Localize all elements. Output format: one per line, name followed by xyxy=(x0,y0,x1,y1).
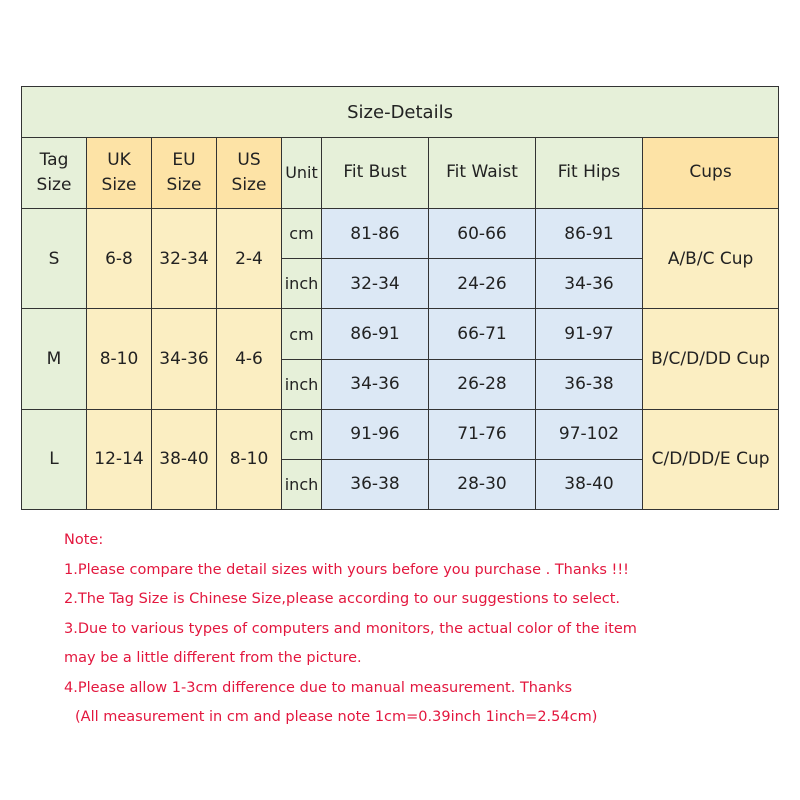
fit-waist-cell: 66-71 xyxy=(429,309,536,359)
fit-waist-cell: 60-66 xyxy=(429,209,536,259)
header-eu-size: EU Size xyxy=(152,138,217,209)
fit-hips-cell: 91-97 xyxy=(536,309,643,359)
unit-cell: inch xyxy=(282,259,322,309)
us-size-cell: 2-4 xyxy=(217,209,282,309)
note-measurement-info: (All measurement in cm and please note 1cm=0.39inch 1inch=2.54cm) xyxy=(75,709,598,725)
tag-size-cell: L xyxy=(22,409,87,509)
fit-bust-cell: 32-34 xyxy=(322,259,429,309)
header-unit: Unit xyxy=(282,138,322,209)
note-line-3: 3.Due to various types of computers and monitors, the actual color of the item xyxy=(64,620,637,637)
header-tag-size: Tag Size xyxy=(22,138,87,209)
fit-hips-cell: 97-102 xyxy=(536,409,643,459)
fit-hips-cell: 34-36 xyxy=(536,259,643,309)
cups-cell: B/C/D/DD Cup xyxy=(643,309,779,409)
size-details-table xyxy=(21,86,779,510)
fit-bust-cell: 36-38 xyxy=(322,459,429,509)
unit-cell: cm xyxy=(282,309,322,359)
uk-size-cell: 12-14 xyxy=(87,409,152,509)
table-row xyxy=(22,409,779,459)
fit-hips-cell: 38-40 xyxy=(536,459,643,509)
tag-size-cell: S xyxy=(22,209,87,309)
header-us-size: US Size xyxy=(217,138,282,209)
note-line-2: 2.The Tag Size is Chinese Size,please according to our suggestions to select. xyxy=(64,591,621,607)
uk-size-cell: 6-8 xyxy=(87,209,152,309)
fit-bust-cell: 34-36 xyxy=(322,359,429,409)
fit-waist-cell: 24-26 xyxy=(429,259,536,309)
header-row xyxy=(22,138,779,209)
unit-cell: cm xyxy=(282,409,322,459)
notes-heading: Note: xyxy=(64,532,104,548)
table-row xyxy=(22,209,779,259)
size-details-table-wrap xyxy=(21,86,778,510)
fit-hips-cell: 36-38 xyxy=(536,359,643,409)
eu-size-cell: 38-40 xyxy=(152,409,217,509)
header-uk-size: UK Size xyxy=(87,138,152,209)
eu-size-cell: 32-34 xyxy=(152,209,217,309)
fit-waist-cell: 28-30 xyxy=(429,459,536,509)
unit-cell: inch xyxy=(282,359,322,409)
note-line-1: 1.Please compare the detail sizes with yours before you purchase . Thanks !!! xyxy=(64,561,629,578)
table-row xyxy=(22,309,779,359)
eu-size-cell: 34-36 xyxy=(152,309,217,409)
cups-cell: C/D/DD/E Cup xyxy=(643,409,779,509)
fit-bust-cell: 91-96 xyxy=(322,409,429,459)
fit-bust-cell: 81-86 xyxy=(322,209,429,259)
header-cups: Cups xyxy=(643,138,779,209)
unit-cell: cm xyxy=(282,209,322,259)
uk-size-cell: 8-10 xyxy=(87,309,152,409)
note-line-4: 4.Please allow 1-3cm difference due to manual measurement. Thanks xyxy=(64,679,573,696)
header-fit-bust: Fit Bust xyxy=(322,138,429,209)
header-fit-hips: Fit Hips xyxy=(536,138,643,209)
unit-cell: inch xyxy=(282,459,322,509)
header-fit-waist: Fit Waist xyxy=(429,138,536,209)
notes-section xyxy=(64,526,784,733)
fit-waist-cell: 71-76 xyxy=(429,409,536,459)
cups-cell: A/B/C Cup xyxy=(643,209,779,309)
fit-waist-cell: 26-28 xyxy=(429,359,536,409)
note-line-3-continued: may be a little different from the picture. xyxy=(64,650,362,666)
tag-size-cell: M xyxy=(22,309,87,409)
fit-hips-cell: 86-91 xyxy=(536,209,643,259)
fit-bust-cell: 86-91 xyxy=(322,309,429,359)
us-size-cell: 8-10 xyxy=(217,409,282,509)
us-size-cell: 4-6 xyxy=(217,309,282,409)
table-title: Size-Details xyxy=(22,87,779,138)
